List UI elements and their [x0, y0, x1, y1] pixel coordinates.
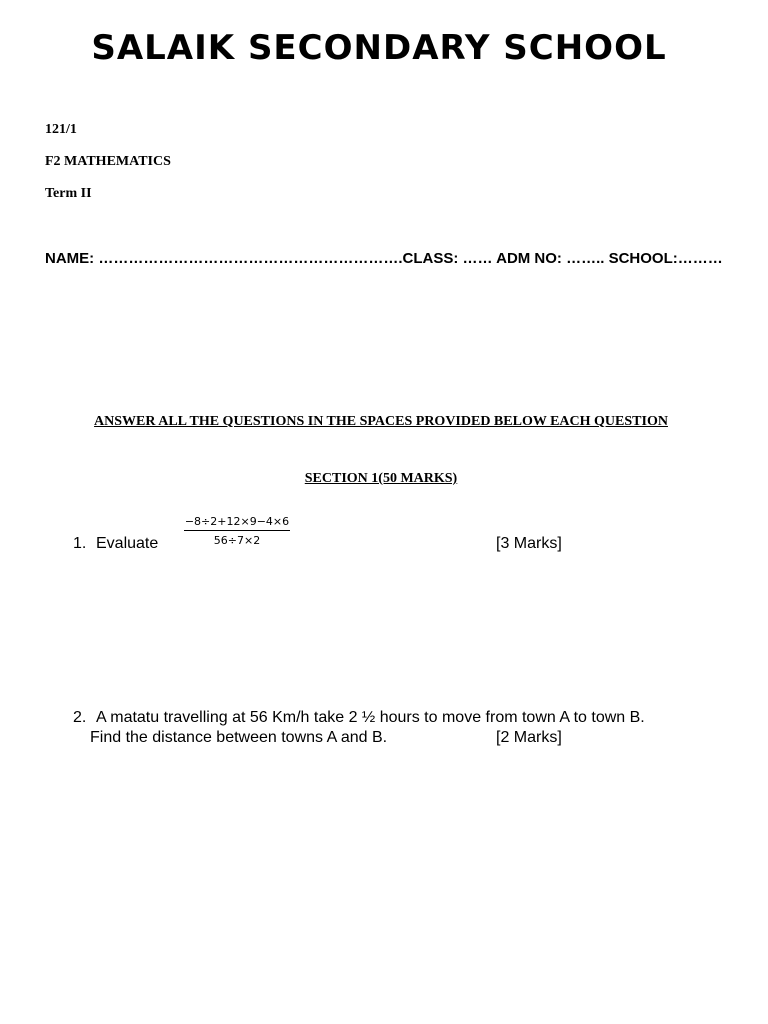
question-2-number: 2.	[73, 709, 87, 726]
instructions-heading: ANSWER ALL THE QUESTIONS IN THE SPACES PROVIDED BELOW EACH QUESTION	[94, 414, 668, 429]
question-1-marks: [3 Marks]	[496, 535, 562, 552]
question-1-fraction	[184, 515, 290, 547]
student-details-line: NAME: …………………………………………………….CLASS: …… ADM NO: …….. SCHOOL:………	[45, 250, 723, 267]
question-2-line-2: Find the distance between towns A and B.	[90, 729, 388, 746]
school-title: SALAIK SECONDARY SCHOOL	[91, 28, 667, 68]
paper-code: 121/1	[45, 122, 77, 137]
fraction-denominator: 56÷7×2	[213, 534, 261, 547]
section-heading: SECTION 1(50 MARKS)	[304, 471, 458, 486]
question-2-marks: [2 Marks]	[496, 729, 562, 746]
fraction-numerator: −8÷2+12×9−4×6	[184, 515, 290, 531]
question-1-number: 1.	[73, 535, 87, 552]
term-label: Term II	[45, 186, 92, 201]
question-1-text: Evaluate	[96, 535, 159, 552]
subject-label: F2 MATHEMATICS	[45, 154, 171, 169]
question-2-line-1: A matatu travelling at 56 Km/h take 2 ½ hours to move from town A to town B.	[96, 709, 645, 726]
